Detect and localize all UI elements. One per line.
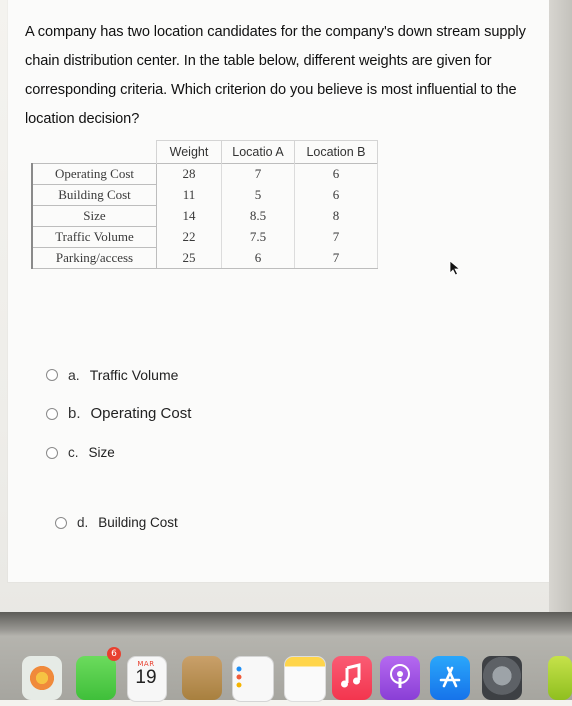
table-header-weight: Weight xyxy=(157,141,222,164)
podcasts-icon[interactable] xyxy=(380,656,420,700)
radio-button-c[interactable] xyxy=(46,447,58,459)
table-header-blank xyxy=(32,141,157,164)
option-label: Traffic Volume xyxy=(89,367,179,383)
option-b[interactable] xyxy=(46,405,191,422)
option-letter: c. xyxy=(68,445,79,460)
radio-button-d[interactable] xyxy=(55,517,67,529)
location-a-cell: 8.5 xyxy=(222,206,295,227)
notes-icon[interactable] xyxy=(284,656,326,702)
podcasts-glyph xyxy=(380,656,420,700)
system-preferences-icon[interactable] xyxy=(482,656,522,700)
option-letter: a. xyxy=(68,367,80,383)
vectorworks-icon[interactable] xyxy=(548,656,572,700)
notification-badge: 6 xyxy=(107,647,121,661)
calendar-month: MAR xyxy=(137,660,155,668)
messages-icon[interactable] xyxy=(76,656,116,700)
mouse-cursor-icon xyxy=(449,260,461,276)
app-store-icon[interactable] xyxy=(430,656,470,700)
weight-cell: 25 xyxy=(157,248,222,269)
criteria-table xyxy=(31,140,378,269)
screen-bezel xyxy=(0,612,572,638)
calendar-day: 19 xyxy=(135,667,157,688)
radio-button-a[interactable] xyxy=(46,369,58,381)
criterion-cell: Size xyxy=(32,206,157,227)
location-a-cell: 7 xyxy=(222,164,295,185)
option-c[interactable] xyxy=(46,445,115,460)
contacts-icon[interactable] xyxy=(182,656,222,700)
screen-edge xyxy=(549,0,572,620)
table-row xyxy=(32,164,378,185)
table-header-location-b: Location B xyxy=(295,141,378,164)
option-label: Building Cost xyxy=(98,515,178,530)
weight-cell: 28 xyxy=(157,164,222,185)
location-b-cell: 8 xyxy=(295,206,378,227)
photos-icon[interactable] xyxy=(22,656,62,700)
radio-button-b[interactable] xyxy=(46,408,58,420)
table-row xyxy=(32,206,378,227)
location-b-cell: 7 xyxy=(295,248,378,269)
music-icon[interactable] xyxy=(332,656,372,700)
location-b-cell: 7 xyxy=(295,227,378,248)
criterion-cell: Operating Cost xyxy=(32,164,157,185)
weight-cell: 22 xyxy=(157,227,222,248)
question-text: A company has two location candidates for the company's down stream supply chain distribution center. In the table below, different weights are given for corresponding criteria. Which criterion do you believe is most influential to the location decision? xyxy=(25,24,526,127)
option-d[interactable] xyxy=(55,515,178,530)
criterion-cell: Building Cost xyxy=(32,185,157,206)
music-note-glyph xyxy=(332,656,372,700)
criterion-cell: Traffic Volume xyxy=(32,227,157,248)
option-label: Operating Cost xyxy=(90,405,192,422)
app-store-glyph xyxy=(430,656,470,700)
reminders-dots xyxy=(233,657,273,701)
location-b-cell: 6 xyxy=(295,164,378,185)
location-a-cell: 5 xyxy=(222,185,295,206)
location-a-cell: 6 xyxy=(222,248,295,269)
weight-cell: 14 xyxy=(157,206,222,227)
table-header-location-a: Locatio A xyxy=(222,141,295,164)
option-label: Size xyxy=(88,445,115,460)
weight-cell: 11 xyxy=(157,185,222,206)
location-b-cell: 6 xyxy=(295,185,378,206)
table-row xyxy=(32,227,378,248)
location-a-cell: 7.5 xyxy=(222,227,295,248)
option-a[interactable] xyxy=(46,367,178,383)
option-letter: d. xyxy=(77,515,89,530)
criterion-cell: Parking/access xyxy=(32,248,157,269)
reminders-icon[interactable] xyxy=(232,656,274,702)
table-row xyxy=(32,185,378,206)
option-letter: b. xyxy=(68,405,81,422)
table-row xyxy=(32,248,378,269)
